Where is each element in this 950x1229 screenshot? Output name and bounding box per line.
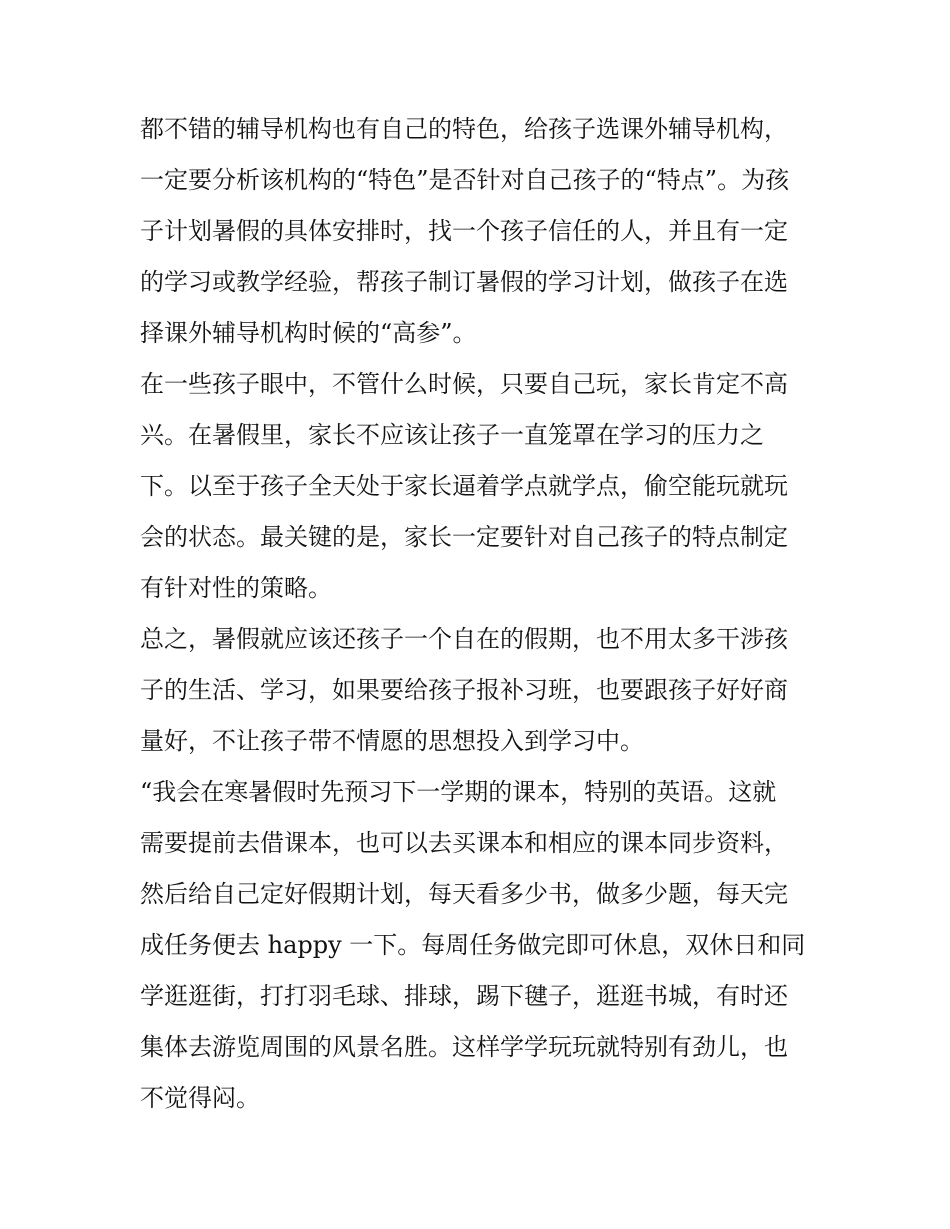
- text-line: 有针对性的策略。: [140, 574, 332, 602]
- text-line: 集体去游览周围的风景名胜。这样学学玩玩就特别有劲儿，也: [140, 1033, 788, 1061]
- text-line: 成任务便去 happy 一下。每周任务做完即可休息，双休日和同: [140, 931, 806, 959]
- text-line: 需要提前去借课本，也可以去买课本和相应的课本同步资料，: [140, 829, 788, 857]
- text-line: 下。以至于孩子全天处于家长逼着学点就学点，偷空能玩就玩: [140, 472, 788, 500]
- document-body: [140, 104, 812, 1124]
- paragraph-tutoring: [140, 104, 812, 359]
- text-line: 兴。在暑假里，家长不应该让孩子一直笼罩在学习的压力之: [140, 421, 764, 449]
- text-line: 然后给自己定好假期计划，每天看多少书，做多少题，每天完: [140, 880, 788, 908]
- paragraph-summary: [140, 614, 812, 767]
- text-line: “我会在寒暑假时先预习下一学期的课本，特别的英语。这就: [140, 778, 777, 806]
- text-line: 总之，暑假就应该还孩子一个自在的假期，也不用太多干涉孩: [140, 625, 788, 653]
- paragraph-quote: [140, 767, 812, 1124]
- text-line: 量好，不让孩子带不情愿的思想投入到学习中。: [140, 727, 644, 755]
- text-line: 在一些孩子眼中，不管什么时候，只要自己玩，家长肯定不高: [140, 370, 788, 398]
- text-line: 子的生活、学习，如果要给孩子报补习班，也要跟孩子好好商: [140, 676, 788, 704]
- text-line: 择课外辅导机构时候的“高参”。: [140, 319, 477, 347]
- text-line: 都不错的辅导机构也有自己的特色，给孩子选课外辅导机构，: [140, 115, 788, 143]
- text-line: 子计划暑假的具体安排时，找一个孩子信任的人，并且有一定: [140, 217, 788, 245]
- text-line: 不觉得闷。: [140, 1084, 260, 1112]
- text-line: 一定要分析该机构的“特色”是否针对自己孩子的“特点”。为孩: [140, 166, 790, 194]
- text-line: 会的状态。最关键的是，家长一定要针对自己孩子的特点制定: [140, 523, 788, 551]
- text-line: 的学习或教学经验，帮孩子制订暑假的学习计划，做孩子在选: [140, 268, 788, 296]
- paragraph-play: [140, 359, 812, 614]
- text-line: 学逛逛街，打打羽毛球、排球，踢下毽子，逛逛书城，有时还: [140, 982, 788, 1010]
